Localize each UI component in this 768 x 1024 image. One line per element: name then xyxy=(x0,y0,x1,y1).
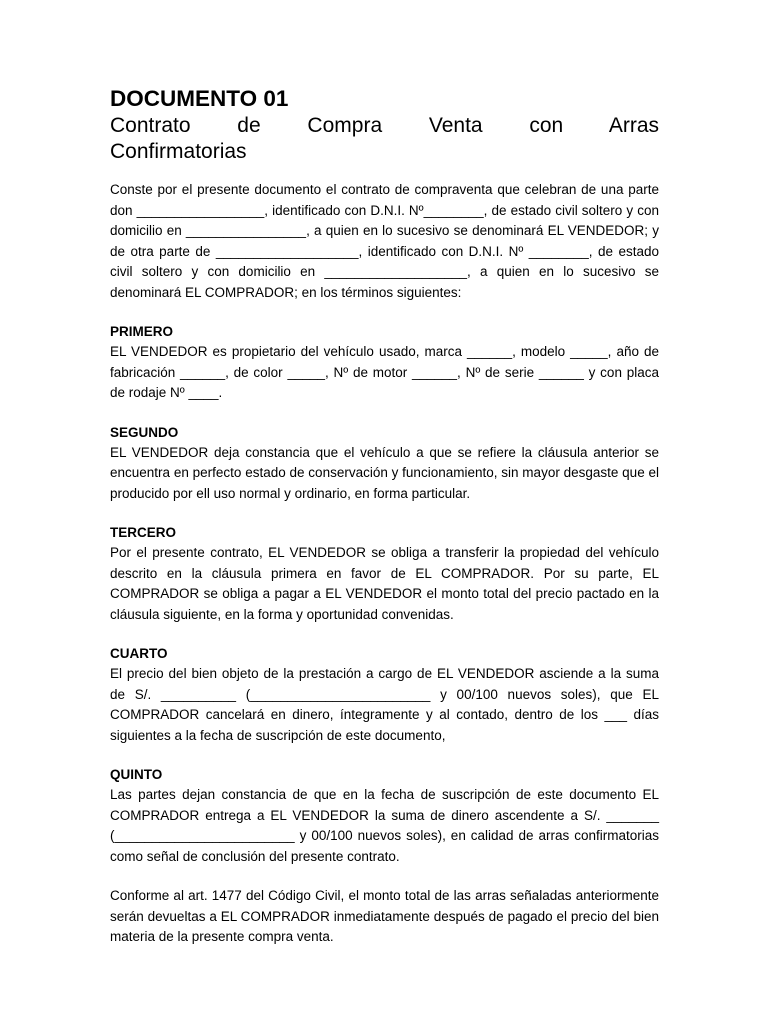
document-number: DOCUMENTO 01 xyxy=(110,86,289,111)
clause-text: EL VENDEDOR deja constancia que el vehículo a que se refiere la cláusula anterior se encuentra en perfecto estado de conservación y funcionamiento, sin mayor desgaste que el producido por ell uso normal y ordinario, en forma particular. xyxy=(110,444,659,501)
clause-heading: QUINTO xyxy=(110,767,163,782)
clause-text: EL VENDEDOR es propietario del vehículo usado, marca ______, modelo _____, año de fabricación ______, de color _____, Nº de motor ______, Nº de serie ______ y con placa de rodaje Nº ____. xyxy=(110,344,659,400)
clause-heading: PRIMERO xyxy=(110,324,174,339)
clause-text: Las partes dejan constancia de que en la fecha de suscripción de este documento EL COMPRADOR entrega a EL VENDEDOR la suma de dinero ascendente a S/. _______ (________________________ y 00/100 nuevos soles), en calidad de arras confirmatorias como señal de conclusión del presente contrato. xyxy=(110,787,659,864)
clause-heading: SEGUNDO xyxy=(110,424,179,440)
document-title-line2: Confirmatorias xyxy=(110,140,247,163)
intro-paragraph: Conste por el presente documento el contrato de compraventa que celebran de una parte don _________________, identificado con D.N.I. Nº________, de estado civil soltero y con domicilio en ________________, a quien en lo sucesivo se denominará EL VENDEDOR; y de otra parte de ___________________, identificado con D.N.I. Nº ________, de estado civil soltero y con domicilio en ___________________, a quien en lo sucesivo se denominará EL COMPRADOR; en los términos siguientes: xyxy=(110,182,659,300)
clause-quinto xyxy=(110,765,659,867)
clause-heading: CUARTO xyxy=(110,646,168,661)
clause-primero xyxy=(110,322,659,404)
final-paragraph: Conforme al art. 1477 del Código Civil, el monto total de las arras señaladas anteriormente serán devueltas a EL COMPRADOR inmediatamente después de pagado el precio del bien materia de la presente compra venta. xyxy=(110,888,659,944)
clause-segundo xyxy=(110,423,659,505)
document-page xyxy=(110,86,659,948)
clause-tercero xyxy=(110,523,659,625)
clause-cuarto xyxy=(110,644,659,746)
clause-text: El precio del bien objeto de la prestación a cargo de EL VENDEDOR asciende a la suma de S/. __________ (________________________ y 00/100 nuevos soles), que EL COMPRADOR cancelará en dinero, íntegramente y al contado, dentro de los ___ días siguientes a la fecha de suscripción de este documento, xyxy=(110,666,659,743)
clause-heading: TERCERO xyxy=(110,525,177,540)
document-title-line1: Contrato de Compra Venta con Arras xyxy=(110,114,659,137)
clause-text: Por el presente contrato, EL VENDEDOR se obliga a transferir la propiedad del vehículo descrito en la cláusula primera en favor de EL COMPRADOR. Por su parte, EL COMPRADOR se obliga a pagar a EL VENDEDOR el monto total del precio pactado en la cláusula siguiente, en la forma y oportunidad convenidas. xyxy=(110,545,659,622)
document-title xyxy=(110,113,659,165)
